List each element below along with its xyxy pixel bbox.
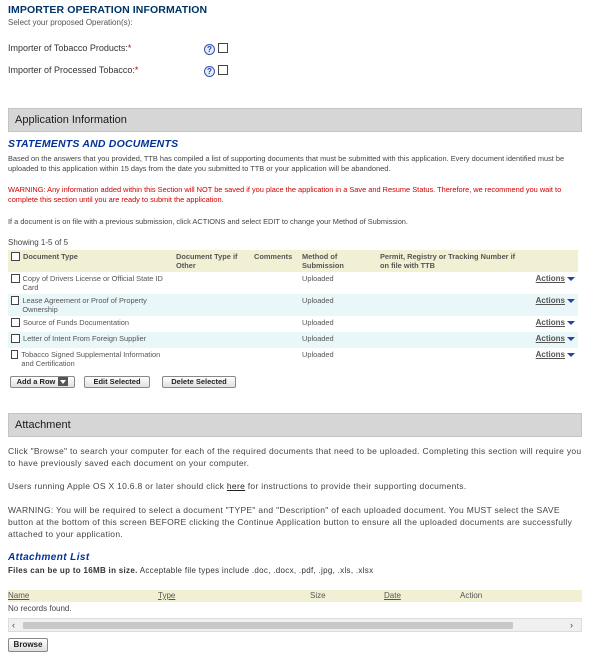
operation-label-tobacco-products: Importer of Tobacco Products:* [8,43,132,53]
horizontal-scrollbar[interactable] [8,618,582,632]
table-row [8,348,578,370]
table-row [8,332,578,348]
chevron-down-icon [567,337,575,341]
operation-checkbox-processed-tobacco[interactable] [218,65,228,75]
chevron-down-icon [567,277,575,281]
statements-documents-title: STATEMENTS AND DOCUMENTS [8,138,179,150]
column-header-size: Size [310,591,326,600]
on-file-note: If a document is on file with a previous submission, click ACTIONS and select EDIT to change your Method of Submission. [8,217,408,226]
add-row-button[interactable]: Add a Row [10,376,75,388]
column-header-comments[interactable]: Comments [251,250,299,272]
mac-instructions: Users running Apple OS X 10.6.8 or later should click here for instructions to provide their supporting documents. [8,481,467,491]
row-checkbox[interactable] [11,318,20,327]
row-checkbox[interactable] [11,296,19,305]
application-information-header [8,108,582,132]
method-cell: Uploaded [302,274,334,283]
column-header-name[interactable]: Name [8,591,30,600]
actions-menu[interactable]: Actions [527,272,578,294]
attachment-header [8,413,582,437]
column-header-method-of-submission[interactable]: Method of Submission [299,250,377,272]
attachment-table-header [8,590,582,602]
document-type-cell: Letter of Intent From Foreign Supplier [23,334,147,343]
select-all-checkbox[interactable] [11,252,20,261]
required-marker: * [127,43,132,53]
scroll-left-icon[interactable]: ‹ [12,620,15,630]
table-row [8,272,578,294]
chevron-down-icon [567,299,575,303]
importer-section-subtitle: Select your proposed Operation(s): [8,18,133,27]
chevron-down-icon[interactable] [58,377,68,386]
delete-selected-button[interactable]: Delete Selected [162,376,236,388]
operation-label-processed-tobacco: Importer of Processed Tobacco:* [8,65,139,75]
document-type-cell: Copy of Drivers License or Official State ID Card [22,274,163,292]
document-type-cell: Lease Agreement or Proof of Property Ownership [22,296,147,314]
section-title: Application Information [15,114,127,126]
actions-menu[interactable]: Actions [527,316,578,332]
browse-button[interactable]: Browse [8,638,48,652]
document-type-cell: Tobacco Signed Supplemental Information and Certification [21,350,161,368]
column-header-actions [527,250,578,272]
edit-selected-button[interactable]: Edit Selected [84,376,150,388]
method-cell: Uploaded [302,318,334,327]
column-header-date[interactable]: Date [384,591,401,600]
table-row [8,316,578,332]
scroll-right-icon[interactable]: › [570,620,573,630]
chevron-down-icon [567,321,575,325]
row-checkbox[interactable] [11,334,20,343]
actions-menu[interactable]: Actions [527,332,578,348]
method-cell: Uploaded [299,332,377,348]
operation-checkbox-tobacco-products[interactable] [218,43,228,53]
column-header-document-type[interactable]: Document Type [8,250,173,272]
row-checkbox[interactable] [11,274,20,283]
column-header-action: Action [460,591,483,600]
attachment-warning: WARNING: You will be required to select a document "TYPE" and "Description" of each uploaded document. You MUST select the SAVE button at the bottom of this screen BEFORE clicking the Continue Application button to ensure all the uploaded documents are successfully attached to your application. [8,505,573,539]
save-resume-warning: WARNING: Any information added within this Section will NOT be saved if you place the application in a Save and Resume Status. Therefore, we recommend you wait to complete this section until you are ready to submit the application. [8,185,562,204]
document-type-cell: Source of Funds Documentation [23,318,129,327]
browse-instructions: Click "Browse" to search your computer for each of the required documents that need to be uploaded. Completing this section will require you to have previously saved each document on your computer. [8,446,582,468]
help-icon[interactable]: ? [204,44,215,55]
empty-state-text: No records found. [8,604,72,613]
required-marker: * [134,65,139,75]
documents-intro-text: Based on the answers that you provided, TTB has compiled a list of supporting documents that must be submitted with this application. Every document identified must be uploaded to this application within 15 days from the date you submitted to TTB or your application will be abandoned. [8,154,565,173]
showing-count: Showing 1-5 of 5 [8,238,69,247]
help-icon[interactable]: ? [204,66,215,77]
method-cell: Uploaded [299,294,377,316]
attachment-list-title: Attachment List [8,552,90,563]
file-requirements: Files can be up to 16MB in size. Acceptable file types include .doc, .docx, .pdf, .jpg, .xls, .xlsx [8,566,374,575]
actions-menu[interactable]: Actions [527,294,578,316]
table-row [8,294,578,316]
documents-table [8,250,578,370]
column-header-permit-number[interactable]: Permit, Registry or Tracking Number if on file with TTB [377,250,527,272]
column-header-type[interactable]: Type [158,591,176,600]
actions-menu[interactable]: Actions [527,348,578,370]
chevron-down-icon [567,353,575,357]
scrollbar-thumb[interactable] [23,622,513,629]
importer-section-title: IMPORTER OPERATION INFORMATION [8,4,208,16]
section-title: Attachment [15,419,71,431]
instructions-link[interactable]: here [226,481,246,491]
column-header-document-type-other[interactable]: Document Type if Other [173,250,251,272]
method-cell: Uploaded [302,350,334,359]
row-checkbox[interactable] [11,350,18,359]
